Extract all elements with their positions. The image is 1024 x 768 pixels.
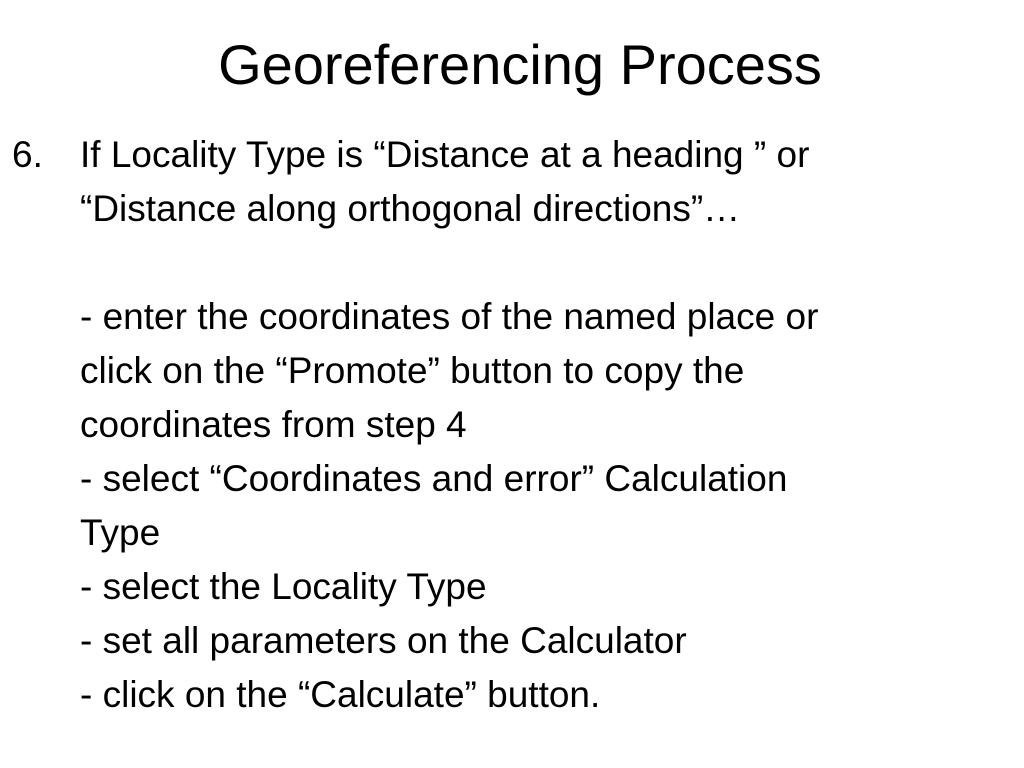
step-line: - select the Locality Type [80,566,487,607]
intro-line: “Distance along orthogonal directions”… [80,188,741,229]
step-line: Type [80,512,161,553]
item-body [80,128,1010,722]
item-number: 6. [12,134,43,175]
step-line: coordinates from step 4 [80,404,467,445]
intro-line: If Locality Type is “Distance at a heading ” or [80,134,810,175]
step-line: - enter the coordinates of the named place or [80,296,819,337]
step-line: - set all parameters on the Calculator [80,620,687,661]
step-line: - select “Coordinates and error” Calculation [80,458,788,499]
step-line: - click on the “Calculate” button. [80,674,601,715]
slide-title: Georeferencing Process [218,33,822,96]
blank-line [80,236,1010,290]
step-line: click on the “Promote” button to copy the [80,350,745,391]
